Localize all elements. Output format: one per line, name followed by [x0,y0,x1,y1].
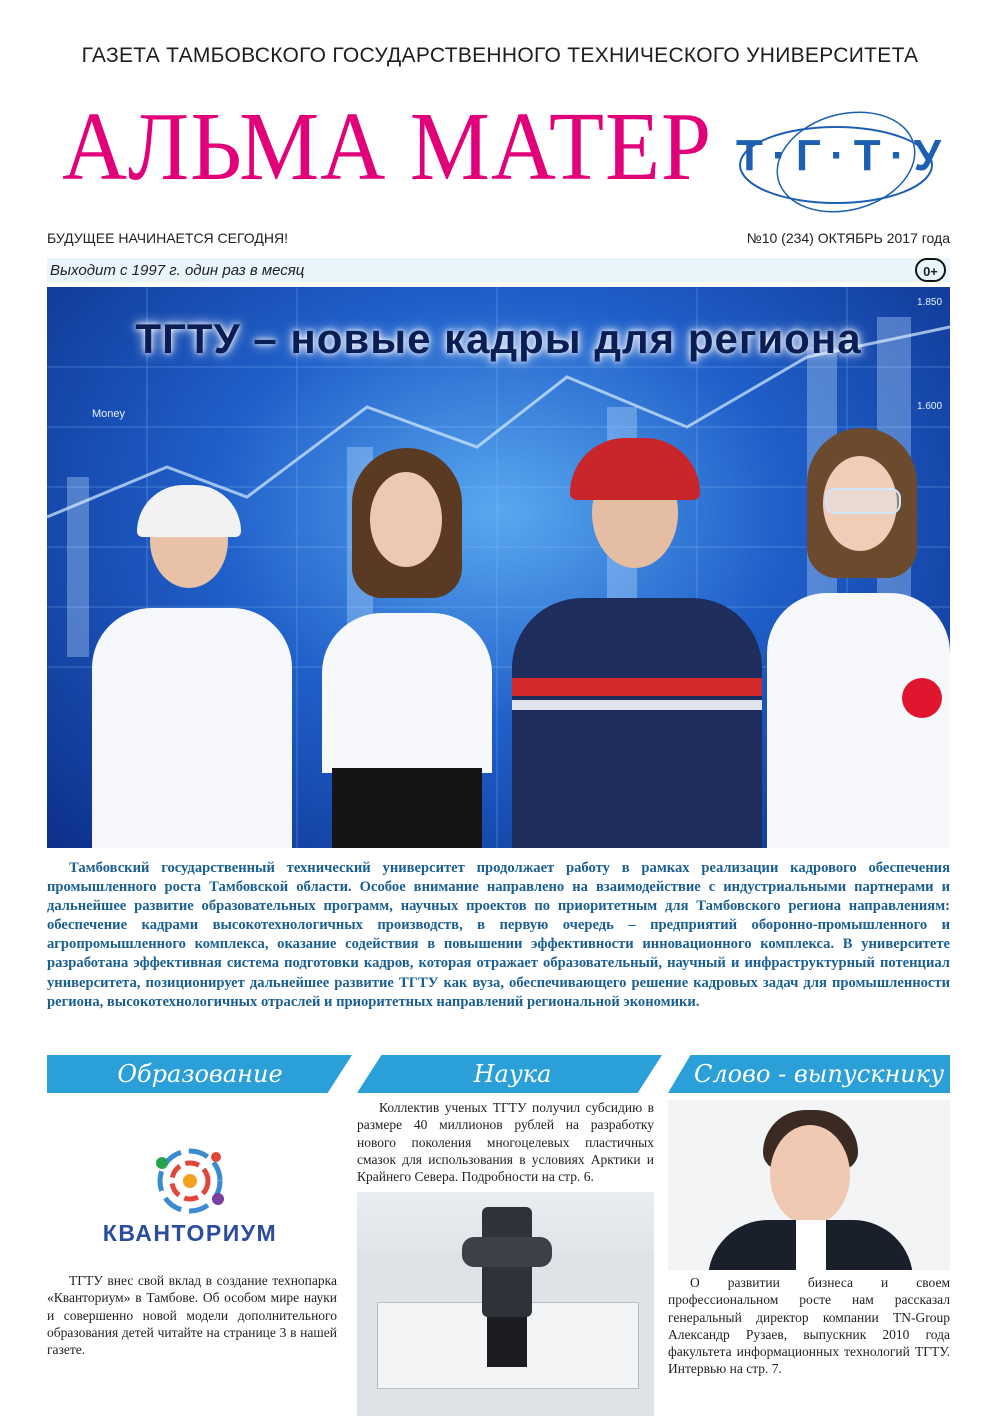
science-text: Коллектив ученых ТГТУ получил субсидию в размере 40 миллионов рублей на разработку нового поколения многоцелевых пластичных смазок для использования в условиях Арктики и Крайнего Севера. Подробности на стр. 6. [357,1100,654,1185]
issue-number: №10 (234) ОКТЯБРЬ 2017 года [746,230,950,246]
masthead-title: АЛЬМА МАТЕР [62,93,713,201]
newspaper-subtitle: ГАЗЕТА ТАМБОВСКОГО ГОСУДАРСТВЕННОГО ТЕХНИЧЕСКОГО УНИВЕРСИТЕТА [81,44,919,67]
lead-paragraph: Тамбовский государственный технический университет продолжает работу в рамках реализации кадрового обеспечения промышленного роста Тамбовской области. Особое внимание направлено на взаимодействие с индустриальными партнерами и дальнейшее развитие образовательных программ, научных проектов по приоритетным для Тамбовского региона направлениям: обеспечение кадрами высокотехнологичных производств, в первую очередь – предприятий оборонно-промышленного и агропромышленного комплекса, оказание содействия в повышении эффективности инновационного комплекса. В университете разработана эффективная система подготовки кадров, которая отражает образовательный, научный и инфраструктурный потенциал университета, позиционирует дальнейшее развитие ТГТУ как вуза, обеспечивающего решение кадровых задач для промышленности региона, высокотехнологичных отраслей и приоритетных направлений региональной экономики. [47,860,950,1010]
person-woman-white-blouse [302,448,512,848]
graduate-portrait [668,1100,950,1270]
chart-label-money: Money [92,408,126,420]
kvantorium-logo [150,1143,230,1219]
microscope-photo [357,1192,654,1416]
graduate-text: О развитии бизнеса и своем профессиональном росте нам рассказал генеральный директор компании TN-Group Александр Рузаев, выпускник 2010 года факультета информационных технологий ТГТУ. Интервью на стр. 7. [668,1275,950,1377]
education-text: ТГТУ внес свой вклад в создание технопарка «Кванториум» в Тамбове. Об особом мире науки и совершенно новой модели дополнительного образования детей читайте на странице 3 в нашей газете. [47,1273,337,1358]
hero-headline: ТГТУ – новые кадры для региона [135,315,862,362]
section-label-science: Наука [473,1060,552,1088]
slogan: БУДУЩЕЕ НАЧИНАЕТСЯ СЕГОДНЯ! [47,230,288,246]
frequency-text: Выходит с 1997 г. один раз в месяц [50,262,305,279]
person-worker-red-helmet [512,408,762,848]
person-engineer-white-helmet [82,393,292,848]
tgtu-logo [728,110,950,220]
age-rating-badge: 0+ [915,258,946,282]
hero-image [47,287,950,848]
logo-text: Т·Г·Т·У [736,131,941,180]
kvantorium-wordmark: КВАНТОРИУМ [102,1220,278,1246]
person-scientist-lab-coat [767,428,950,848]
section-label-education: Образование [117,1060,283,1088]
chart-label-1850: 1.850 [917,297,943,308]
section-label-graduate: Слово - выпускнику [693,1060,945,1088]
chart-label-1600: 1.600 [917,401,943,412]
